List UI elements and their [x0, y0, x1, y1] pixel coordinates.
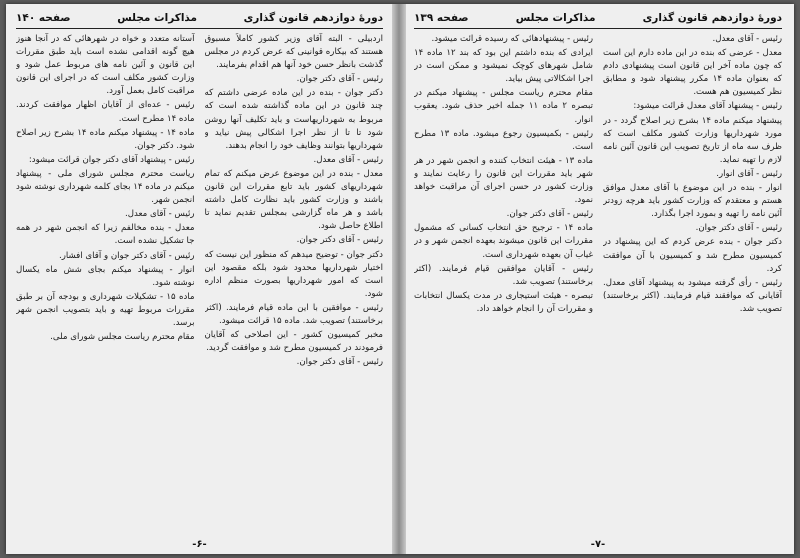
text-columns — [16, 33, 383, 535]
text-column — [205, 33, 384, 535]
folio-number: -۷- — [590, 539, 606, 550]
left-page — [6, 4, 394, 554]
paragraph: مقام محترم ریاست مجلس - پیشنهاد میکنم در تبصره ۲ ماده ۱۱ جمله اخیر حذف شود. یعقوب انوار. — [414, 88, 593, 125]
folio-number: -۶- — [192, 539, 207, 550]
paragraph: مقام محترم ریاست مجلس شورای ملی. — [50, 332, 195, 343]
paragraph: رئیس - آقای دکتر جوان. — [506, 209, 593, 220]
header-title: مذاکرات مجلس — [515, 12, 596, 24]
paragraph: ریاست محترم مجلس شورای ملی - پیشنهاد میکنم در ماده ۱۴ بجای کلمه شهرداری نوشته شود انجمن شهر. — [16, 168, 195, 206]
paragraph: پیشنهاد میکنم ماده ۱۴ بشرح زیر اصلاح گردد - در مورد شهرداریها وزارت کشور مکلف است که ظرف سه ماه از تاریخ تصویب این قانون آئین نامه لازم را تهیه نماید. — [603, 115, 782, 165]
paragraph: دکتر جوان - توضیح میدهم که منظور این نیست که اختیار شهرداریها محدود شود بلکه مقصود این است که امور شهرداریها بصورت منظم اداره شود. — [204, 249, 383, 299]
book-spread — [6, 4, 794, 554]
paragraph: انوار - بنده در این موضوع با آقای معدل موافق هستم و معتقدم که وزارت کشور باید هرچه زودتر آئین نامه را تهیه و بمورد اجرا بگذارد. — [603, 183, 782, 220]
header-page-number: صفحه ۱۴۰ — [16, 12, 71, 24]
paragraph: رئیس - پیشنهاد آقای دکتر جوان قرائت میشود: — [28, 154, 195, 165]
paragraph: اردبیلی - البته آقای وزیر کشور کاملاً مسبوق هستند که بیکاره قوانینی که عرض کردم در مجلس گذشت بانظر حسن خود آنها هم اقدام بفرمایند. — [204, 34, 383, 71]
paragraph: رئیس - آقای دکتر جوان. — [296, 74, 383, 85]
paragraph: رئیس - پیشنهادهائی که رسیده قرائت میشود. — [431, 34, 593, 44]
paragraph: رئیس - پیشنهاد آقای معدل قرائت میشود: — [633, 101, 782, 112]
paragraph: رئیس - آقای دکتر جوان و آقای افشار. — [58, 250, 195, 261]
paragraph: مخبر کمیسیون کشور - این اصلاحی که آقایان فرمودند در کمیسیون مطرح شد و موافقت گردید. — [204, 330, 383, 354]
page-header — [16, 10, 383, 29]
paragraph: انوار - پیشنهاد میکنم بجای شش ماه یکسال نوشته شود. — [16, 264, 195, 288]
paragraph: ماده ۱۳ - هیئت انتخاب کننده و انجمن شهر در هر شهر باید مقررات این قانون را رعایت نمایند و وزارت کشور در حسن اجرای آن مراقبت خواهد نمود. — [414, 155, 593, 206]
text-columns — [414, 33, 782, 535]
header-session: دورهٔ دوازدهم قانون گذاری — [642, 12, 782, 24]
paragraph: تبصره - هیئت استیجاری در مدت یکسال انتخابات و مقررات آن را انجام خواهد داد. — [414, 290, 593, 314]
text-column — [603, 33, 782, 535]
paragraph: رئیس - آقای معدل. — [313, 154, 383, 165]
paragraph: معدل - بنده در این موضوع عرض میکنم که تمام شهرداریهای کشور باید تابع مقررات این قانون باشند و وزارت کشور باید نظارت کامل داشته باشد و هر ماه گزارشی بمجلس تقدیم نماید تا اطلاع حاصل شود. — [204, 168, 383, 232]
paragraph: رئیس - آقایان موافقین قیام فرمایند. (اکثر برخاستند) تصویب شد. — [414, 263, 593, 287]
paragraph: معدل - بنده مخالفم زیرا که انجمن شهر در همه جا تشکیل نشده است. — [16, 223, 195, 247]
paragraph: رئیس - آقای معدل. — [125, 209, 195, 220]
paragraph: رئیس - بکمیسیون رجوع میشود. ماده ۱۳ مطرح است. — [414, 128, 593, 152]
paragraph: رئیس - آقای دکتر جوان. — [695, 223, 782, 234]
paragraph: ماده ۱۵ - تشکیلات شهرداری و بودجه آن بر طبق مقررات مربوط تهیه و باید بتصویب انجمن شهر برسد. — [16, 291, 195, 328]
paragraph: رئیس - آقای دکتر جوان. — [296, 235, 383, 246]
paragraph: آستانه متعدد و خواه در شهرهائی که در آنجا هنوز هیچ گونه اقدامی نشده است باید طبق مقررات این قانون و آئین نامه های مربوط عمل شود و وزارت کشور مکلف است که در اجرای این قانون مراقبت کامل بعمل آورد. — [16, 34, 195, 97]
header-session: دورهٔ دوازدهم قانون گذاری — [243, 12, 383, 24]
text-column — [414, 33, 593, 535]
header-page-number: صفحه ۱۳۹ — [414, 12, 469, 24]
paragraph: ایرادی که بنده داشتم این بود که بند ۱۲ ماده ۱۴ شامل شهرهای کوچک نمیشود و ممکن است در اجرا اشکالاتی پیش بیاید. — [414, 48, 593, 85]
paragraph: رئیس - رأی گرفته میشود به پیشنهاد آقای معدل. آقایانی که موافقند قیام فرمایند. (اکثر برخاستند) تصویب شد. — [603, 277, 782, 314]
header-title: مذاکرات مجلس — [117, 12, 197, 24]
paragraph: ماده ۱۴ - ترجیح حق انتخاب کسانی که مشمول مقررات این قانون میشوند بعهده انجمن شهر و در غیاب آن بعهده شهرداری است. — [414, 223, 593, 260]
page-header — [414, 10, 782, 29]
paragraph: رئیس - موافقین با این ماده قیام فرمایند. (اکثر برخاستند) تصویب شد. ماده ۱۵ قرائت میشود. — [204, 302, 383, 326]
paragraph: رئیس - آقای معدل. — [712, 34, 782, 44]
paragraph: دکتر جوان - بنده در این ماده عرضی داشتم که چند قانون در این ماده گذاشته شده است که مربوط به شهرداریهاست و باید تکلیف آنها روشن شود تا تا از نظر اجرا اشکالی پیش نیاید و شهرداریها بتوانند وظایف خود را انجام بدهند. — [204, 88, 383, 151]
paragraph: رئیس - عده‌ای از آقایان اظهار موافقت کردند. ماده ۱۴ مطرح است. — [16, 100, 195, 124]
paragraph: معدل - عرضی که بنده در این ماده دارم این است که چون ماده آخر این قانون است پیشنهادی دادم که بعنوان ماده ۱۴ مکرر پیشنهاد شود و مطابق نظر کمیسیون هم هست. — [603, 48, 782, 98]
right-page — [404, 4, 792, 554]
paragraph: ماده ۱۴ - پیشنهاد میکنم ماده ۱۴ بشرح زیر اصلاح شود. دکتر جوان. — [16, 127, 195, 151]
text-column — [16, 33, 195, 535]
paragraph: رئیس - آقای دکتر جوان. — [296, 357, 383, 368]
paragraph: رئیس - آقای انوار. — [716, 168, 782, 179]
paragraph: دکتر جوان - بنده عرض کردم که این پیشنهاد در کمیسیون مطرح شد و کمیسیون با آن موافقت کرد. — [603, 237, 782, 274]
